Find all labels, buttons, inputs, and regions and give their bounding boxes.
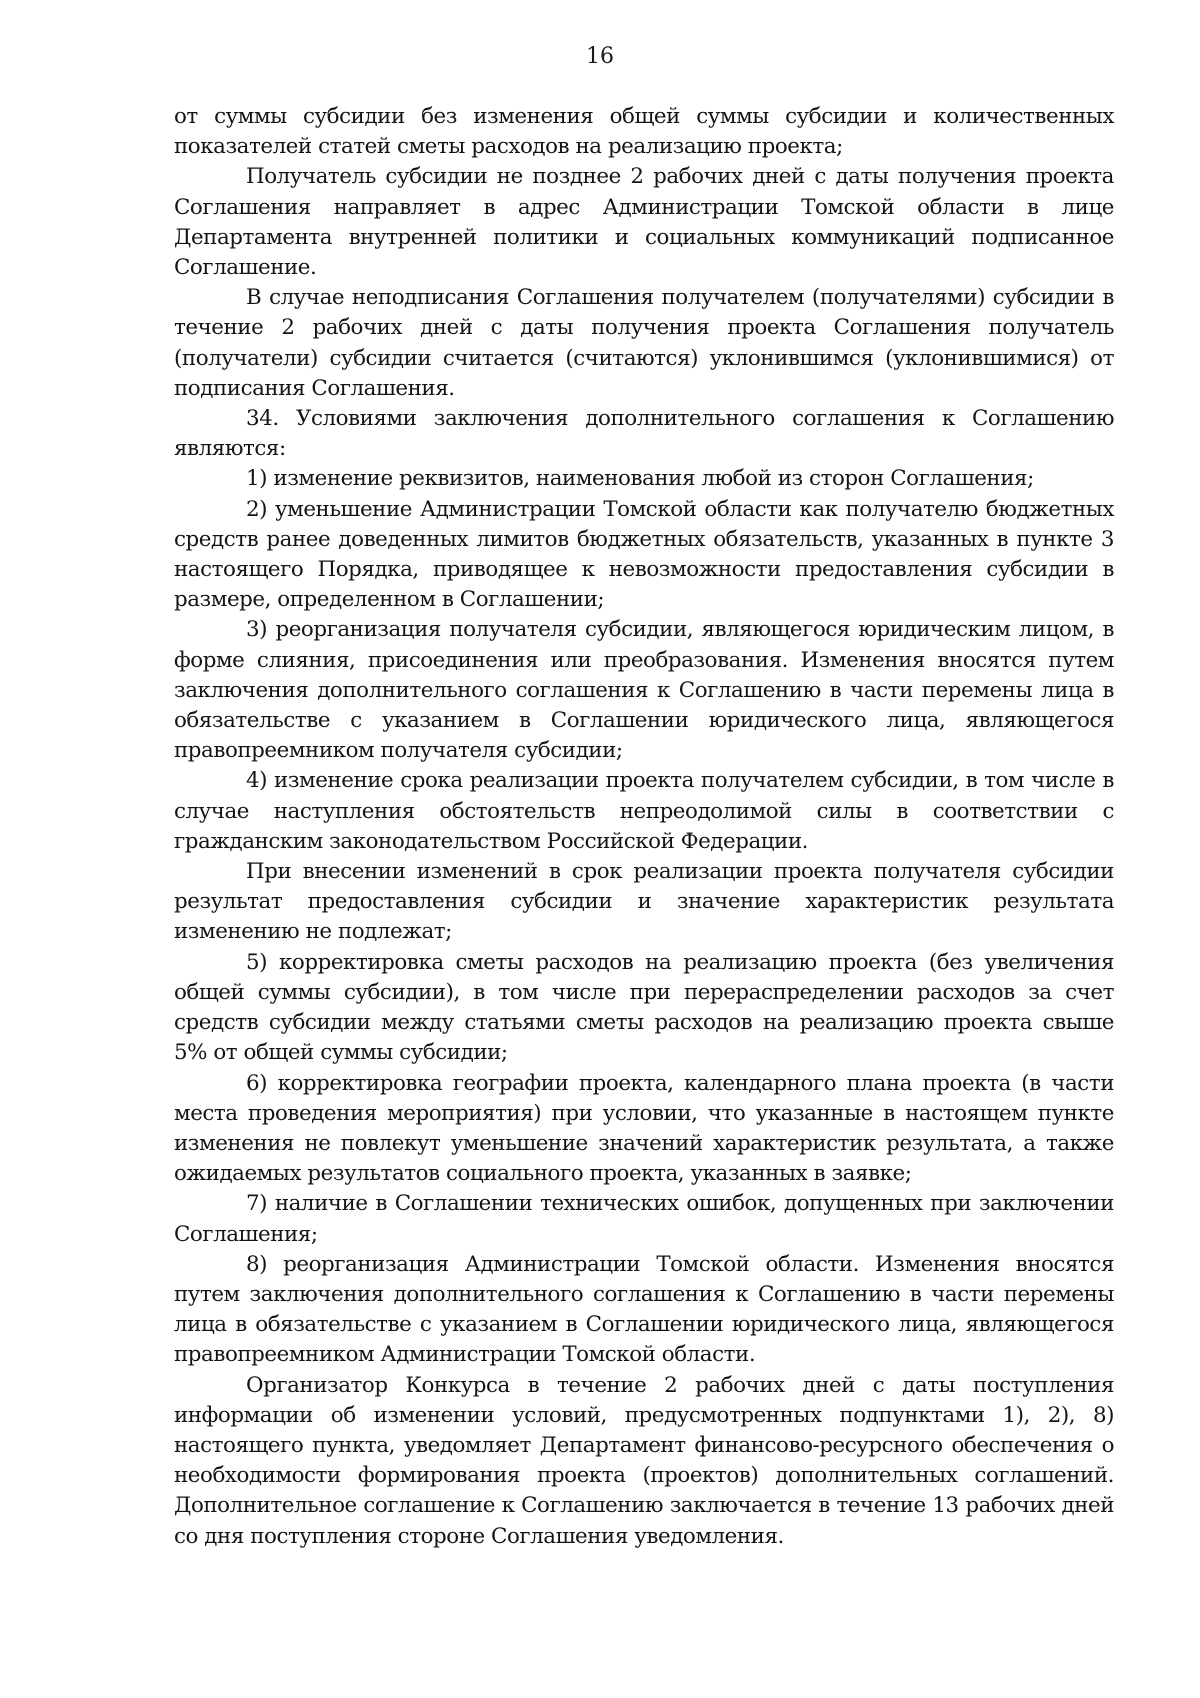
list-item-5: 5) корректировка сметы расходов на реализацию проекта (без увеличения общей суммы субсидии), в том числе при перераспределении расходов за счет средств субсидии между статьями сметы расходов на реализацию проекта свыше 5% от общей суммы субсидии; bbox=[174, 949, 1114, 1066]
list-item-4: 4) изменение срока реализации проекта получателем субсидии, в том числе в случае наступления обстоятельств непреодолимой силы в соответствии с гражданским законодательством Российской Федерации. bbox=[174, 768, 1114, 854]
paragraph-continuation: от суммы субсидии без изменения общей суммы субсидии и количественных показателей статей сметы расходов на реализацию проекта; bbox=[174, 104, 1114, 160]
list-item-2: 2) уменьшение Администрации Томской области как получателю бюджетных средств ранее доведенных лимитов бюджетных обязательств, указанных в пункте 3 настоящего Порядка, приводящее к невозможности предоставления субсидии в размере, определенном в Соглашении; bbox=[174, 496, 1114, 613]
paragraph-term-change-note: При внесении изменений в срок реализации проекта получателя субсидии результат предоставления субсидии и значение характеристик результата изменению не подлежат; bbox=[174, 859, 1114, 945]
paragraph-organizer-notice: Организатор Конкурса в течение 2 рабочих дней с даты поступления информации об изменении условий, предусмотренных подпунктами 1), 2), 8) настоящего пункта, уведомляет Департамент финансово-ресурсного обеспечения о необходимости формирования проекта (проектов) дополнительных соглашений. Дополнительное соглашение к Соглашению заключается в течение 13 рабочих дней со дня поступления стороне Соглашения уведомления. bbox=[174, 1372, 1114, 1549]
list-item-3: 3) реорганизация получателя субсидии, являющегося юридическим лицом, в форме слияния, присоединения или преобразования. Изменения вносятся путем заключения дополнительного соглашения к Соглашению в части перемены лица в обязательстве с указанием в Соглашении юридического лица, являющегося правопреемником получателя субсидии; bbox=[174, 617, 1114, 764]
page-number: 16 bbox=[586, 44, 614, 69]
list-item-8: 8) реорганизация Администрации Томской области. Изменения вносятся путем заключения дополнительного соглашения к Соглашению в части перемены лица в обязательстве с указанием в Соглашении юридического лица, являющегося правопреемником Администрации Томской области. bbox=[174, 1251, 1114, 1368]
document-body bbox=[174, 102, 1114, 1552]
list-item-7: 7) наличие в Соглашении технических ошибок, допущенных при заключении Соглашения; bbox=[174, 1191, 1114, 1247]
list-item-1: 1) изменение реквизитов, наименования любой из сторон Соглашения; bbox=[246, 466, 1034, 492]
paragraph-item-34-heading: 34. Условиями заключения дополнительного соглашения к Соглашению являются: bbox=[174, 406, 1114, 462]
list-item-6: 6) корректировка географии проекта, календарного плана проекта (в части места проведения мероприятия) при условии, что указанные в настоящем пункте изменения не повлекут уменьшение значений характеристик результата, а также ожидаемых результатов социального проекта, указанных в заявке; bbox=[174, 1070, 1114, 1187]
paragraph-non-signing: В случае неподписания Соглашения получателем (получателями) субсидии в течение 2 рабочих дней с даты получения проекта Соглашения получатель (получатели) субсидии считается (считаются) уклонившимся (уклонившимися) от подписания Соглашения. bbox=[174, 285, 1114, 401]
paragraph-signing-deadline: Получатель субсидии не позднее 2 рабочих дней с даты получения проекта Соглашения направляет в адрес Администрации Томской области в лице Департамента внутренней политики и социальных коммуникаций подписанное Соглашение. bbox=[174, 164, 1114, 281]
